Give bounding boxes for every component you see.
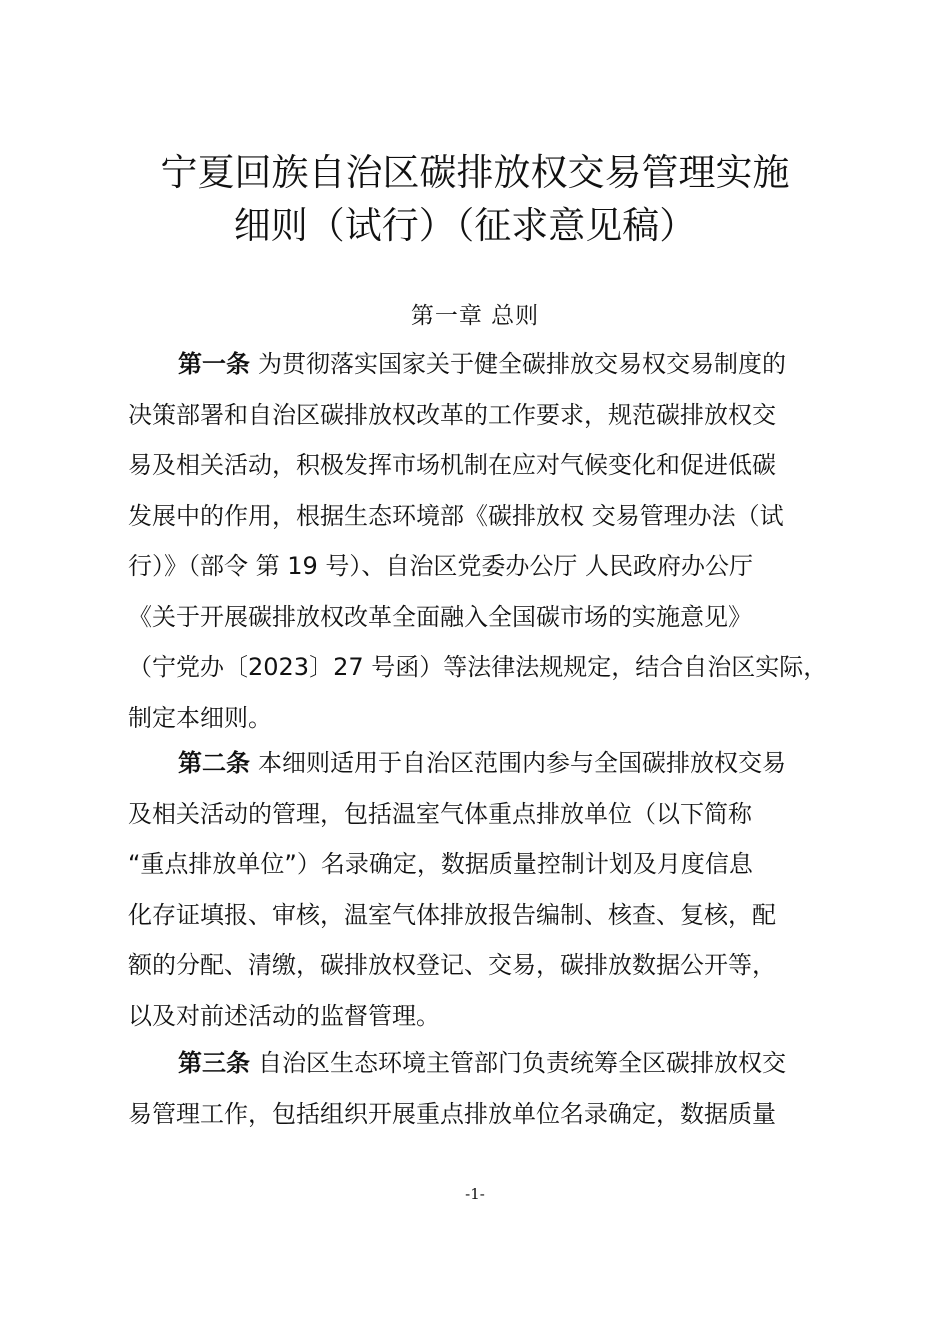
article-2-line-5: 额的分配、清缴，碳排放权登记、交易，碳排放数据公开等， xyxy=(128,951,776,979)
article-1-line-1: 第一条 为贯彻落实国家关于健全碳排放交易权交易制度的 xyxy=(178,350,786,378)
document-title-line-1: 宁夏回族自治区碳排放权交易管理实施 xyxy=(160,151,790,194)
article-1-line-6: 《关于开展碳排放权改革全面融入全国碳市场的实施意见》 xyxy=(128,602,752,631)
article-3-line-2: 易管理工作，包括组织开展重点排放单位名录确定，数据质量 xyxy=(128,1099,776,1128)
article-2 xyxy=(128,738,848,1041)
document-title-line-2: 细则（试行）（征求意见稿） xyxy=(233,204,697,247)
article-1-line-7: （宁党办〔2023〕27 号函）等法律法规规定，结合自治区实际， xyxy=(128,653,828,681)
chapter-heading: 第一章 总则 xyxy=(410,303,540,329)
article-1-line-4: 发展中的作用，根据生态环境部《碳排放权 交易管理办法（试 xyxy=(128,501,784,530)
page-number: -1- xyxy=(465,1185,485,1203)
article-3-label: 第三条 xyxy=(178,1049,250,1077)
article-1-line-3: 易及相关活动，积极发挥市场机制在应对气候变化和促进低碳 xyxy=(128,451,776,479)
article-2-line-4: 化存证填报、审核，温室气体排放报告编制、核查、复核，配 xyxy=(128,900,776,929)
article-1 xyxy=(128,339,848,743)
article-1-line-2: 决策部署和自治区碳排放权改革的工作要求，规范碳排放权交 xyxy=(128,400,776,429)
article-1-line-8: 制定本细则。 xyxy=(128,703,272,732)
article-3-line-1: 第三条 自治区生态环境主管部门负责统筹全区碳排放权交 xyxy=(178,1049,786,1077)
article-1-label: 第一条 xyxy=(178,350,250,378)
article-2-line-6: 以及对前述活动的监督管理。 xyxy=(128,1001,440,1030)
article-1-line-5: 行）》（部令 第 19 号）、自治区党委办公厅 人民政府办公厅 xyxy=(128,552,754,580)
article-2-line-1: 第二条 本细则适用于自治区范围内参与全国碳排放权交易 xyxy=(178,749,786,777)
article-2-label: 第二条 xyxy=(178,749,250,777)
article-3 xyxy=(128,1038,848,1139)
article-2-line-2: 及相关活动的管理，包括温室气体重点排放单位（以下简称 xyxy=(128,799,752,828)
article-2-line-3: “重点排放单位”）名录确定，数据质量控制计划及月度信息 xyxy=(128,850,753,878)
